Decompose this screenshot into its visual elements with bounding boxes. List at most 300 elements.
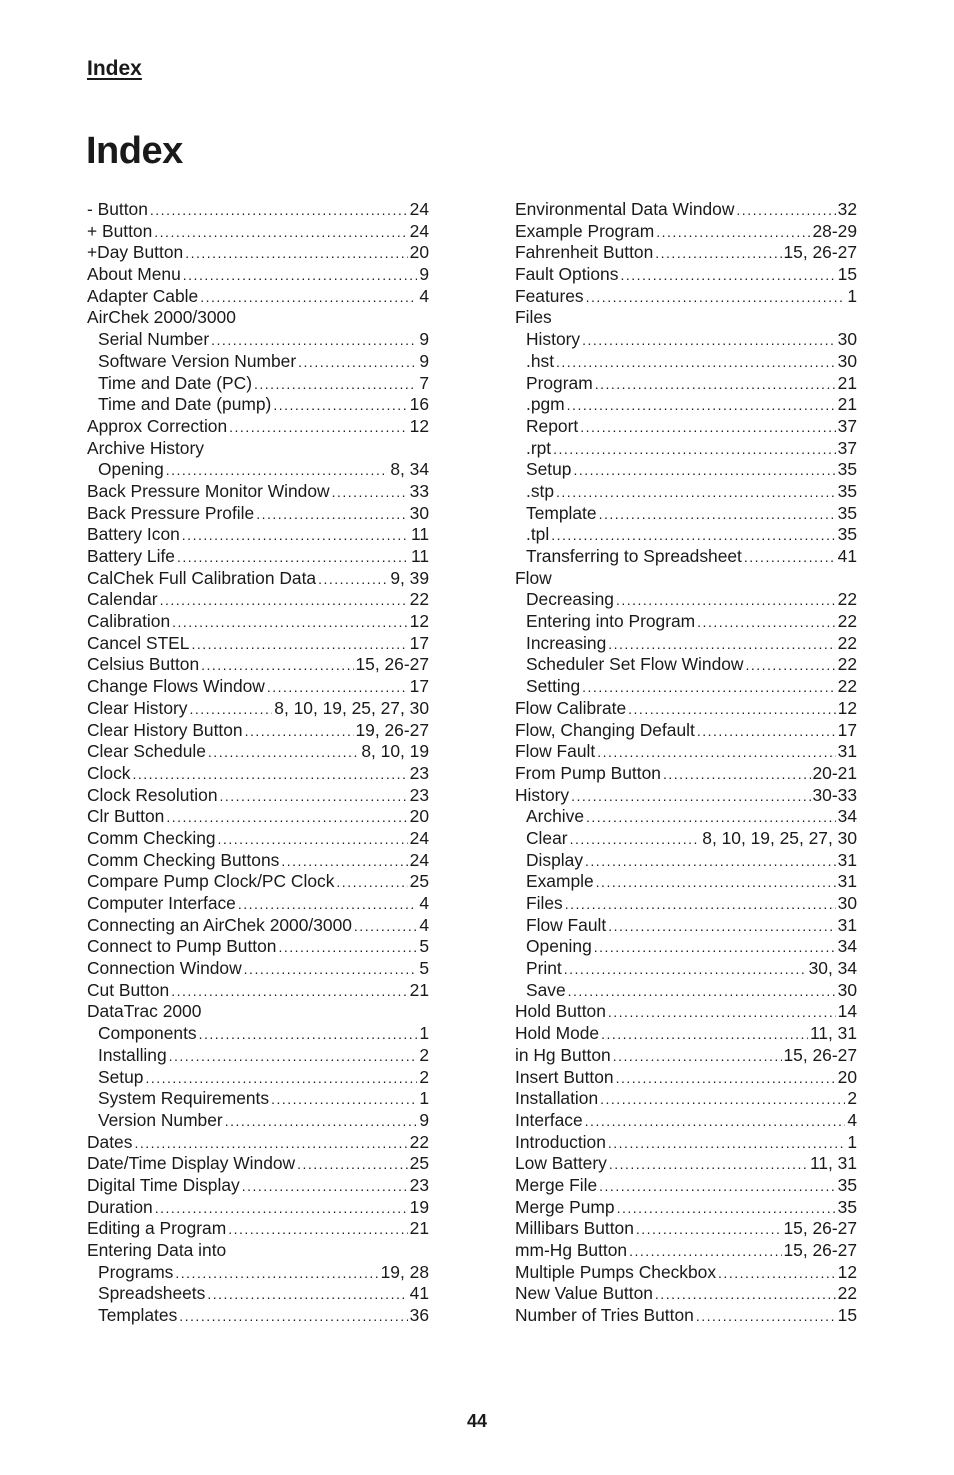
index-term: Comm Checking Buttons xyxy=(87,849,280,870)
dot-leader xyxy=(601,1024,808,1046)
dot-leader xyxy=(608,634,835,656)
index-entry xyxy=(87,546,429,568)
index-subentry xyxy=(515,329,857,351)
index-pages: 22 xyxy=(837,589,857,610)
index-entry xyxy=(515,1175,857,1197)
index-entry xyxy=(87,286,429,308)
index-entry xyxy=(87,199,429,221)
index-pages: 24 xyxy=(409,849,429,870)
index-term: Flow xyxy=(515,567,552,588)
index-subentry xyxy=(515,373,857,395)
dot-leader xyxy=(655,1284,836,1306)
dot-leader xyxy=(596,872,836,894)
index-entry xyxy=(87,221,429,243)
index-pages: 5 xyxy=(419,936,429,957)
index-pages: 24 xyxy=(409,827,429,848)
index-entry xyxy=(87,1132,429,1154)
index-entry xyxy=(515,1045,857,1067)
dot-leader xyxy=(185,243,407,265)
dot-leader xyxy=(568,981,836,1003)
dot-leader xyxy=(281,851,407,873)
index-pages: 4 xyxy=(419,914,429,935)
dot-leader xyxy=(613,1046,782,1068)
index-pages: 31 xyxy=(837,914,857,935)
index-entry xyxy=(87,481,429,503)
index-term: CalChek Full Calibration Data xyxy=(87,567,317,588)
index-pages: 2 xyxy=(847,1088,857,1109)
dot-leader xyxy=(656,222,810,244)
dot-leader xyxy=(229,417,408,439)
index-term: Connect to Pump Button xyxy=(87,936,277,957)
index-pages: 9 xyxy=(419,350,429,371)
dot-leader xyxy=(190,699,273,721)
index-entry xyxy=(87,568,429,590)
index-term: Print xyxy=(526,958,562,979)
index-term: Archive xyxy=(526,806,584,827)
index-entry xyxy=(515,1110,857,1132)
dot-leader xyxy=(155,1198,408,1220)
index-pages: 30 xyxy=(837,350,857,371)
index-entry xyxy=(515,741,857,763)
index-term: New Value Button xyxy=(515,1283,653,1304)
index-pages: 20 xyxy=(837,1066,857,1087)
index-term: Clock Resolution xyxy=(87,784,218,805)
index-term: .tpl xyxy=(526,524,550,545)
index-subentry xyxy=(515,611,857,633)
index-term: Software Version Number xyxy=(98,350,297,371)
index-entry xyxy=(515,1023,857,1045)
dot-leader xyxy=(207,1284,407,1306)
index-pages: 35 xyxy=(837,459,857,480)
index-term: Multiple Pumps Checkbox xyxy=(515,1261,717,1282)
index-pages: 12 xyxy=(837,1261,857,1282)
index-subentry xyxy=(515,958,857,980)
index-term: Back Pressure Profile xyxy=(87,502,255,523)
index-pages: 15, 26-27 xyxy=(783,242,857,263)
index-term: From Pump Button xyxy=(515,762,661,783)
index-pages: 2 xyxy=(419,1044,429,1065)
index-pages: 7 xyxy=(419,372,429,393)
index-column-right xyxy=(515,199,857,1327)
index-pages: 41 xyxy=(409,1283,429,1304)
index-subentry xyxy=(515,633,857,655)
index-pages: 22 xyxy=(837,676,857,697)
dot-leader xyxy=(179,1306,407,1328)
index-pages: 1 xyxy=(419,1088,429,1109)
index-entry xyxy=(87,633,429,655)
dot-leader xyxy=(582,330,836,352)
index-pages: 15, 26-27 xyxy=(783,1240,857,1260)
index-pages: 31 xyxy=(837,849,857,870)
dot-leader xyxy=(191,634,407,656)
index-subentry xyxy=(87,1067,429,1089)
dot-leader xyxy=(228,1219,407,1241)
index-pages: 12 xyxy=(409,415,429,436)
index-term: Flow Fault xyxy=(526,914,607,935)
dot-leader xyxy=(318,569,388,591)
index-subentry xyxy=(515,915,857,937)
index-pages: 21 xyxy=(837,394,857,415)
index-pages: 19, 26-27 xyxy=(355,719,429,740)
index-pages: 4 xyxy=(847,1109,857,1130)
dot-leader xyxy=(586,807,836,829)
index-term: in Hg Button xyxy=(515,1044,611,1065)
index-entry xyxy=(87,806,429,828)
dot-leader xyxy=(553,439,836,461)
dot-leader xyxy=(150,200,408,222)
index-term: Interface xyxy=(515,1109,583,1130)
index-subentry xyxy=(87,394,429,416)
dot-leader xyxy=(175,1263,378,1285)
index-subentry xyxy=(515,980,857,1002)
index-entry xyxy=(515,720,857,742)
index-term: Templates xyxy=(98,1305,178,1326)
dot-leader xyxy=(594,937,836,959)
index-subentry xyxy=(515,654,857,676)
index-subentry xyxy=(515,871,857,893)
index-pages: 35 xyxy=(837,502,857,523)
index-entry xyxy=(87,503,429,525)
dot-leader xyxy=(242,1176,408,1198)
index-entry xyxy=(87,785,429,807)
index-subentry xyxy=(87,1262,429,1284)
dot-leader xyxy=(172,612,408,634)
index-entry xyxy=(515,1305,857,1327)
index-term: Opening xyxy=(526,936,592,957)
index-entry xyxy=(87,915,429,937)
index-entry xyxy=(87,980,429,1002)
index-entry xyxy=(87,958,429,980)
index-subentry xyxy=(87,351,429,373)
index-entry xyxy=(87,741,429,763)
dot-leader xyxy=(655,243,781,265)
index-term: .hst xyxy=(526,350,555,371)
index-pages: 20-21 xyxy=(812,762,857,783)
dot-leader xyxy=(608,1133,845,1155)
dot-leader xyxy=(586,287,846,309)
index-term: Files xyxy=(526,893,563,913)
dot-leader xyxy=(663,764,811,786)
dot-leader xyxy=(211,330,417,352)
index-pages: 17 xyxy=(837,719,857,740)
index-pages: 15, 26-27 xyxy=(783,1044,857,1065)
dot-leader xyxy=(332,482,408,504)
index-entry xyxy=(515,785,857,807)
dot-leader xyxy=(166,807,407,829)
index-pages: 8, 34 xyxy=(390,459,429,480)
dot-leader xyxy=(597,742,835,764)
index-term: Setup xyxy=(526,459,572,480)
index-pages: 1 xyxy=(847,285,857,306)
dot-leader xyxy=(208,742,359,764)
dot-leader xyxy=(609,1154,808,1176)
index-term: mm-Hg Button xyxy=(515,1240,628,1260)
index-term: Cancel STEL xyxy=(87,632,190,653)
dot-leader xyxy=(744,547,836,569)
dot-leader xyxy=(200,287,417,309)
index-term: Change Flows Window xyxy=(87,676,265,697)
index-term: Serial Number xyxy=(98,329,210,350)
dot-leader xyxy=(620,265,835,287)
index-pages: 22 xyxy=(837,611,857,632)
index-pages: 9 xyxy=(419,264,429,285)
index-entry xyxy=(87,654,429,676)
index-entry xyxy=(87,893,429,915)
index-pages: 5 xyxy=(419,958,429,979)
index-pages: 23 xyxy=(409,762,429,783)
index-term: Merge File xyxy=(515,1174,598,1195)
index-term: .rpt xyxy=(526,437,552,458)
index-term: Number of Tries Button xyxy=(515,1305,694,1326)
index-pages: 30 xyxy=(837,893,857,913)
dot-leader xyxy=(636,1219,782,1241)
page-title: Index xyxy=(86,130,183,172)
index-pages: 22 xyxy=(837,1283,857,1304)
index-subentry xyxy=(515,893,857,915)
dot-leader xyxy=(297,1154,408,1176)
index-column-left xyxy=(87,199,429,1327)
index-pages: 32 xyxy=(837,199,857,219)
dot-leader xyxy=(298,352,417,374)
index-term: Low Battery xyxy=(515,1153,607,1174)
index-term: Introduction xyxy=(515,1131,606,1152)
index-pages: 22 xyxy=(837,632,857,653)
index-term: - Button xyxy=(87,199,148,219)
index-subentry xyxy=(87,1023,429,1045)
dot-leader xyxy=(199,1024,418,1046)
index-entry xyxy=(515,568,857,590)
index-term: Clr Button xyxy=(87,806,165,827)
index-pages: 20 xyxy=(409,242,429,263)
index-subentry xyxy=(515,936,857,958)
index-term: Celsius Button xyxy=(87,654,200,675)
index-entry xyxy=(515,286,857,308)
index-term: Adapter Cable xyxy=(87,285,199,306)
dot-leader xyxy=(629,1241,781,1263)
index-term: Entering into Program xyxy=(526,611,696,632)
index-entry xyxy=(87,763,429,785)
index-term: Setup xyxy=(98,1066,144,1087)
index-pages: 33 xyxy=(409,480,429,501)
dot-leader xyxy=(745,655,835,677)
index-entry xyxy=(515,221,857,243)
index-term: Scheduler Set Flow Window xyxy=(526,654,744,675)
index-pages: 19, 28 xyxy=(380,1261,429,1282)
index-term: Fault Options xyxy=(515,264,619,285)
dot-leader xyxy=(696,1306,836,1328)
dot-leader xyxy=(556,482,836,504)
index-term: Entering Data into xyxy=(87,1240,227,1260)
index-subentry xyxy=(515,828,857,850)
index-term: Editing a Program xyxy=(87,1218,227,1239)
index-subentry xyxy=(515,459,857,481)
index-pages: 35 xyxy=(837,1196,857,1217)
index-pages: 20 xyxy=(409,806,429,827)
index-term: .stp xyxy=(526,480,555,501)
index-term: Hold Mode xyxy=(515,1023,600,1044)
index-term: Insert Button xyxy=(515,1066,614,1087)
index-entry xyxy=(515,1132,857,1154)
dot-leader xyxy=(133,764,408,786)
index-term: Save xyxy=(526,979,566,1000)
dot-leader xyxy=(585,851,836,873)
dot-leader xyxy=(267,677,408,699)
index-entry xyxy=(515,1283,857,1305)
dot-leader xyxy=(616,1068,836,1090)
index-term: Fahrenheit Button xyxy=(515,242,654,263)
dot-leader xyxy=(551,525,835,547)
index-pages: 1 xyxy=(419,1023,429,1044)
index-entry xyxy=(87,720,429,742)
dot-leader xyxy=(244,959,418,981)
index-entry xyxy=(87,676,429,698)
dot-leader xyxy=(278,937,417,959)
dot-leader xyxy=(166,460,389,482)
index-entry xyxy=(87,1240,429,1262)
index-entry xyxy=(515,1218,857,1240)
dot-leader xyxy=(177,547,409,569)
index-term: Comm Checking xyxy=(87,827,216,848)
index-entry xyxy=(87,828,429,850)
index-pages: 11 xyxy=(410,524,429,545)
dot-leader xyxy=(254,374,417,396)
dot-leader xyxy=(570,829,701,851)
index-term: Features xyxy=(515,285,584,306)
index-entry xyxy=(87,242,429,264)
index-term: Setting xyxy=(526,676,581,697)
index-pages: 12 xyxy=(409,611,429,632)
index-pages: 30 xyxy=(837,979,857,1000)
index-term: History xyxy=(515,784,570,805)
index-subentry xyxy=(515,503,857,525)
dot-leader xyxy=(580,417,835,439)
index-term: .pgm xyxy=(526,394,565,415)
index-pages: 21 xyxy=(409,979,429,1000)
index-subentry xyxy=(515,546,857,568)
index-entry xyxy=(87,524,429,546)
index-subentry xyxy=(515,351,857,373)
index-pages: 22 xyxy=(409,1131,429,1152)
dot-leader xyxy=(271,1089,417,1111)
index-term: Clear Schedule xyxy=(87,741,206,762)
index-subentry xyxy=(87,1305,429,1327)
index-term: AirChek 2000/3000 xyxy=(87,307,236,328)
dot-leader xyxy=(573,460,835,482)
dot-leader xyxy=(608,1002,836,1024)
index-pages: 14 xyxy=(837,1001,857,1022)
index-entry xyxy=(87,1175,429,1197)
dot-leader xyxy=(169,1046,418,1068)
index-entry xyxy=(515,1153,857,1175)
index-subentry xyxy=(515,676,857,698)
index-term: DataTrac 2000 xyxy=(87,1001,202,1022)
index-term: Environmental Data Window xyxy=(515,199,735,219)
index-term: Approx Correction xyxy=(87,415,228,436)
index-subentry xyxy=(87,329,429,351)
index-term: Date/Time Display Window xyxy=(87,1153,296,1174)
index-pages: 41 xyxy=(837,546,857,566)
index-entry xyxy=(515,698,857,720)
index-term: Battery Life xyxy=(87,546,175,566)
index-term: Template xyxy=(526,502,597,523)
index-entry xyxy=(515,1197,857,1219)
index-pages: 34 xyxy=(837,936,857,957)
index-term: Flow Calibrate xyxy=(515,697,627,718)
index-entry xyxy=(87,1218,429,1240)
dot-leader xyxy=(218,829,408,851)
index-entry xyxy=(515,1067,857,1089)
index-entry xyxy=(87,1153,429,1175)
index-pages: 31 xyxy=(837,741,857,762)
index-term: Duration xyxy=(87,1196,153,1217)
index-term: Archive History xyxy=(87,437,204,458)
index-term: Example Program xyxy=(515,220,655,241)
index-term: Installation xyxy=(515,1088,599,1109)
index-term: Clear xyxy=(526,827,568,848)
dot-leader xyxy=(608,916,835,938)
index-term: + Button xyxy=(87,220,153,241)
index-entry xyxy=(87,438,429,460)
dot-leader xyxy=(201,655,353,677)
index-pages: 25 xyxy=(409,1153,429,1174)
index-pages: 31 xyxy=(837,871,857,892)
index-entry xyxy=(515,199,857,221)
index-term: Example xyxy=(526,871,594,892)
index-pages: 30-33 xyxy=(812,784,857,805)
index-entry xyxy=(87,611,429,633)
dot-leader xyxy=(617,1198,836,1220)
index-pages: 8, 10, 19, 25, 27, 30 xyxy=(702,827,857,848)
index-pages: 15 xyxy=(837,1305,857,1326)
index-term: Display xyxy=(526,849,584,870)
page-number: 44 xyxy=(466,1411,488,1431)
index-pages: 30 xyxy=(837,329,857,350)
index-term: Time and Date (pump) xyxy=(98,394,272,415)
index-term: Millibars Button xyxy=(515,1218,634,1239)
index-entry xyxy=(515,307,857,329)
index-pages: 21 xyxy=(837,372,857,393)
index-term: +Day Button xyxy=(87,242,184,263)
index-entry xyxy=(515,1001,857,1023)
index-term: Time and Date (PC) xyxy=(98,372,252,393)
index-entry xyxy=(515,1088,857,1110)
index-term: Installing xyxy=(98,1044,167,1065)
index-subentry xyxy=(87,1110,429,1132)
index-term: Connection Window xyxy=(87,958,242,979)
index-subentry xyxy=(515,806,857,828)
index-term: Connecting an AirChek 2000/3000 xyxy=(87,914,352,935)
index-pages: 9 xyxy=(419,1109,429,1130)
dot-leader xyxy=(565,894,836,916)
index-pages: 17 xyxy=(409,632,429,653)
index-pages: 28-29 xyxy=(812,220,857,241)
index-term: Battery Icon xyxy=(87,524,180,545)
index-pages: 17 xyxy=(409,676,429,697)
index-entry xyxy=(515,763,857,785)
index-term: Spreadsheets xyxy=(98,1283,206,1304)
index-pages: 23 xyxy=(409,1174,429,1195)
index-entry xyxy=(87,698,429,720)
index-subentry xyxy=(515,416,857,438)
dot-leader xyxy=(600,1089,845,1111)
index-pages: 37 xyxy=(837,415,857,436)
dot-leader xyxy=(697,721,836,743)
index-pages: 11, 31 xyxy=(809,1023,857,1044)
index-pages: 24 xyxy=(409,220,429,241)
index-entry xyxy=(87,1001,429,1023)
dot-leader xyxy=(273,395,407,417)
index-pages: 2 xyxy=(419,1066,429,1087)
